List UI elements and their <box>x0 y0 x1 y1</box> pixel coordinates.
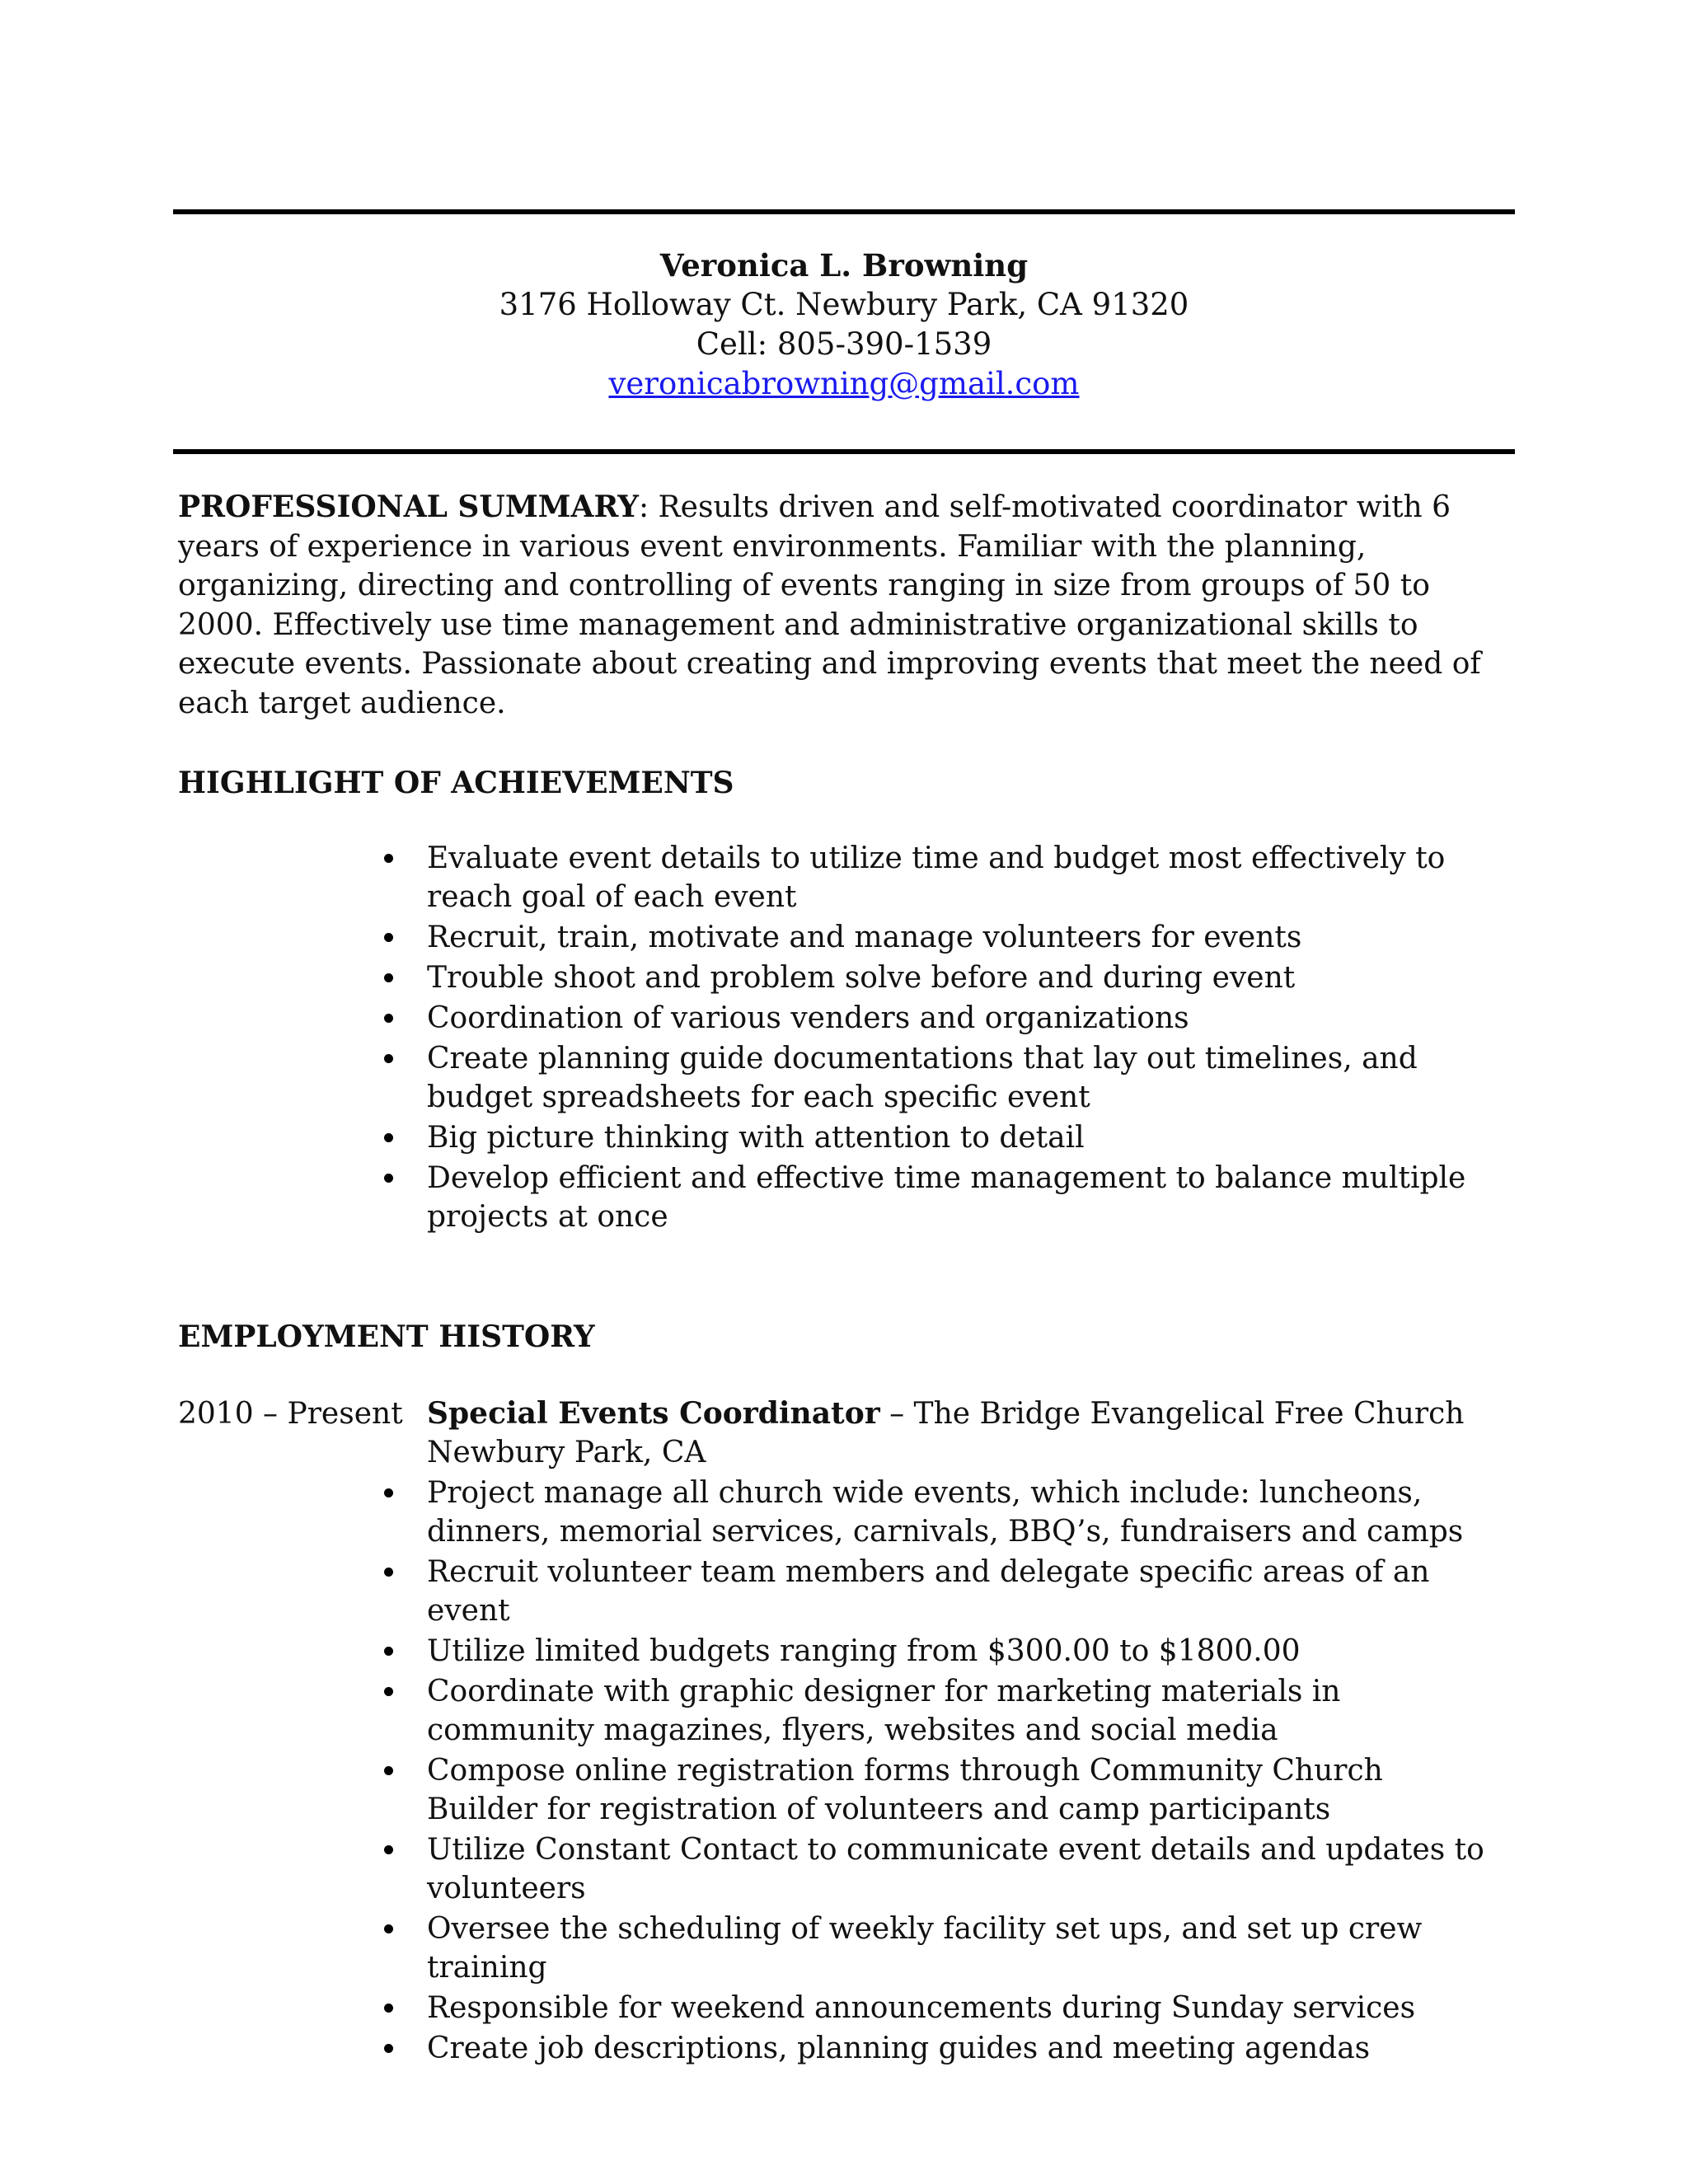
job-duties-list <box>427 1474 1498 2069</box>
job-dates: 2010 – Present <box>178 1397 403 1431</box>
list-item: Compose online registration forms through Community Church Builder for registration of volunteers and camp participants <box>427 1751 1498 1829</box>
header-bottom-rule <box>173 449 1515 454</box>
list-item: Coordinate with graphic designer for marketing materials in community magazines, flyers, websites and social media <box>427 1672 1498 1750</box>
email-link[interactable]: veronicabrowning@gmail.com <box>608 366 1080 401</box>
list-item: Big picture thinking with attention to detail <box>427 1118 1498 1157</box>
bullet-icon <box>384 1488 393 1497</box>
list-item: Coordination of various venders and organizations <box>427 999 1498 1038</box>
list-item: Recruit, train, motivate and manage volunteers for events <box>427 918 1498 957</box>
summary-label: PROFESSIONAL SUMMARY <box>178 490 639 524</box>
bullet-icon <box>384 1054 393 1063</box>
bullet-icon <box>384 1133 393 1142</box>
bullet-icon <box>384 854 393 863</box>
list-item: Recruit volunteer team members and delegate specific areas of an event <box>427 1553 1498 1630</box>
bullet-icon <box>384 2004 393 2013</box>
list-item: Create planning guide documentations that lay out timelines, and budget spreadsheets for each specific event <box>427 1039 1498 1117</box>
bullet-icon <box>384 933 393 942</box>
bullet-icon <box>384 1845 393 1854</box>
achievements-heading: HIGHLIGHT OF ACHIEVEMENTS <box>178 766 734 800</box>
job-organization: – The Bridge Evangelical Free Church <box>879 1397 1465 1431</box>
bullet-icon <box>384 1568 393 1577</box>
contact-header <box>173 246 1515 404</box>
job-title-line <box>427 1394 1498 1472</box>
employment-heading: EMPLOYMENT HISTORY <box>178 1319 595 1354</box>
list-item: Oversee the scheduling of weekly facility set ups, and set up crew training <box>427 1910 1498 1987</box>
list-item: Trouble shoot and problem solve before and during event <box>427 958 1498 997</box>
candidate-address: 3176 Holloway Ct. Newbury Park, CA 91320 <box>499 287 1189 322</box>
list-item: Evaluate event details to utilize time and budget most effectively to reach goal of each event <box>427 839 1498 916</box>
list-item: Develop efficient and effective time management to balance multiple projects at once <box>427 1159 1498 1236</box>
bullet-icon <box>384 1766 393 1775</box>
bullet-icon <box>384 1174 393 1183</box>
header-top-rule <box>173 209 1515 214</box>
bullet-icon <box>384 2044 393 2053</box>
job-location: Newbury Park, CA <box>427 1436 706 1469</box>
bullet-icon <box>384 1647 393 1656</box>
professional-summary <box>178 488 1497 723</box>
job-title: Special Events Coordinator <box>427 1396 880 1431</box>
bullet-icon <box>384 1924 393 1933</box>
list-item: Utilize limited budgets ranging from $300.00 to $1800.00 <box>427 1632 1498 1671</box>
candidate-cell: Cell: 805-390-1539 <box>696 326 992 362</box>
list-item: Create job descriptions, planning guides and meeting agendas <box>427 2029 1498 2068</box>
summary-text: : Results driven and self-motivated coordinator with 6 years of experience in various event environments. Familiar with the planning, organizing, directing and controlling of events ranging in size from groups of 50 to 2000. Effectively use time management and administrative organizational skills to execute events. Passionate about creating and improving events that meet the need of each target audience. <box>178 490 1481 720</box>
list-item: Utilize Constant Contact to communicate event details and updates to volunteers <box>427 1830 1498 1908</box>
bullet-icon <box>384 973 393 982</box>
achievements-list <box>427 839 1498 1238</box>
list-item: Project manage all church wide events, which include: luncheons, dinners, memorial services, carnivals, BBQ’s, fundraisers and camps <box>427 1474 1498 1551</box>
bullet-icon <box>384 1014 393 1023</box>
list-item: Responsible for weekend announcements during Sunday services <box>427 1989 1498 2027</box>
candidate-name: Veronica L. Browning <box>659 247 1029 284</box>
bullet-icon <box>384 1687 393 1696</box>
